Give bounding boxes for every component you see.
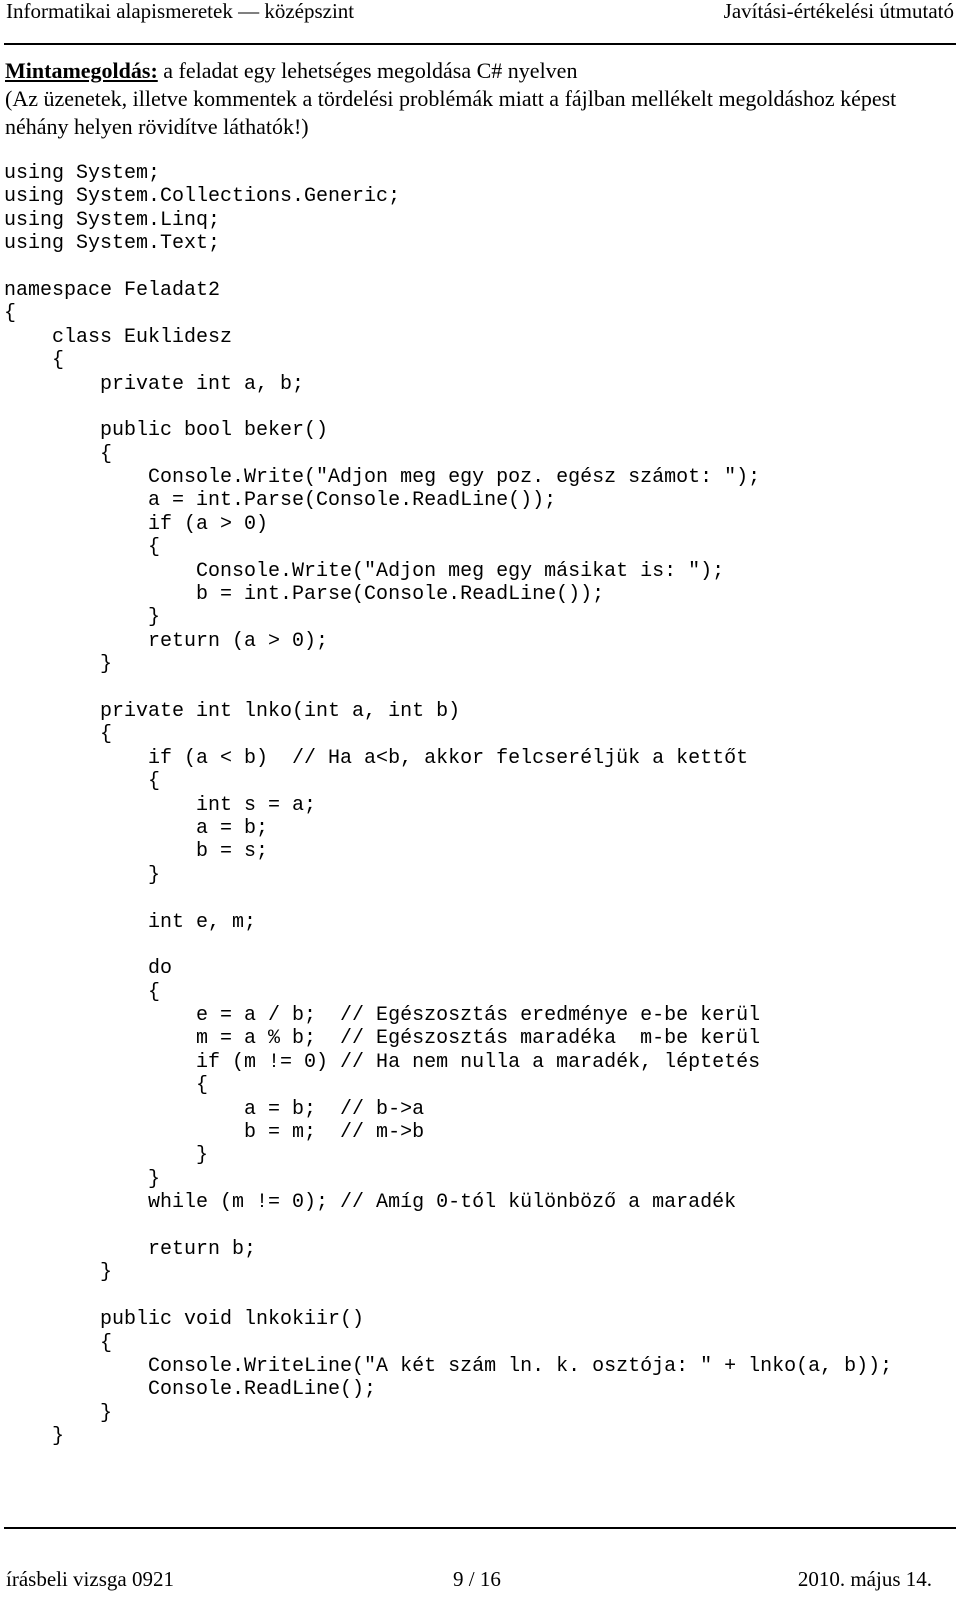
header-subject: Informatikai alapismeretek — középszint bbox=[6, 0, 355, 23]
code-line: private int lnko(int a, int b) bbox=[4, 699, 461, 723]
code-line: using System.Linq; bbox=[4, 208, 221, 232]
code-line: } bbox=[4, 863, 161, 887]
footer-exam-label: írásbeli vizsga 0921 bbox=[6, 1567, 174, 1591]
code-line: } bbox=[4, 1401, 113, 1425]
code-line bbox=[4, 256, 954, 279]
code-line: } bbox=[4, 1261, 113, 1285]
code-line: { bbox=[4, 302, 17, 326]
code-line: if (m != 0) // Ha nem nulla a maradék, léptetés bbox=[4, 1050, 761, 1074]
code-line: private int a, b; bbox=[4, 372, 305, 396]
code-line: class Euklidesz bbox=[4, 325, 233, 349]
intro-block bbox=[5, 57, 955, 141]
code-line: { bbox=[4, 1331, 113, 1355]
code-line: Console.Write("Adjon meg egy poz. egész számot: "); bbox=[4, 466, 761, 490]
code-line: int s = a; bbox=[4, 793, 317, 817]
code-line: a = int.Parse(Console.ReadLine()); bbox=[4, 489, 557, 513]
code-line: } bbox=[4, 653, 113, 677]
page-footer bbox=[6, 1566, 932, 1592]
code-line: return b; bbox=[4, 1237, 257, 1261]
footer-page-number: 9 / 16 bbox=[453, 1567, 501, 1591]
intro-title: Mintamegoldás: bbox=[5, 58, 158, 83]
code-line: if (a > 0) bbox=[4, 512, 269, 536]
code-line: e = a / b; // Egészosztás eredménye e-be kerül bbox=[4, 1004, 761, 1028]
code-line: return (a > 0); bbox=[4, 629, 329, 653]
code-line: Console.Write("Adjon meg egy másikat is: "); bbox=[4, 559, 725, 583]
code-line: { bbox=[4, 349, 65, 373]
code-line: a = b; bbox=[4, 816, 269, 840]
code-listing bbox=[4, 162, 954, 1448]
code-line: b = int.Parse(Console.ReadLine()); bbox=[4, 583, 605, 607]
code-line: int e, m; bbox=[4, 910, 257, 934]
code-line: using System.Collections.Generic; bbox=[4, 185, 401, 209]
code-line: { bbox=[4, 1074, 209, 1098]
code-line: } bbox=[4, 1144, 209, 1168]
code-line: b = s; bbox=[4, 840, 269, 864]
code-line: public bool beker() bbox=[4, 419, 329, 443]
code-line: a = b; // b->a bbox=[4, 1097, 425, 1121]
code-line bbox=[4, 934, 954, 957]
code-line: { bbox=[4, 723, 113, 747]
code-line: } bbox=[4, 1167, 161, 1191]
code-line: } bbox=[4, 1425, 65, 1449]
code-line: while (m != 0); // Amíg 0-tól különböző a maradék bbox=[4, 1191, 737, 1215]
footer-rule bbox=[4, 1527, 956, 1529]
header-rule bbox=[4, 43, 956, 45]
code-line: do bbox=[4, 957, 173, 981]
code-line: if (a < b) // Ha a<b, akkor felcseréljük a kettőt bbox=[4, 746, 749, 770]
code-line bbox=[4, 396, 954, 419]
code-line bbox=[4, 887, 954, 910]
page-header bbox=[6, 0, 954, 26]
code-line: b = m; // m->b bbox=[4, 1121, 425, 1145]
footer-date: 2010. május 14. bbox=[797, 1567, 932, 1591]
code-line: { bbox=[4, 536, 161, 560]
code-line bbox=[4, 677, 954, 700]
intro-subtitle: a feladat egy lehetséges megoldása C# nyelven bbox=[163, 58, 578, 83]
code-line: { bbox=[4, 770, 161, 794]
intro-note: (Az üzenetek, illetve kommentek a tördelési problémák miatt a fájlban mellékelt megoldáshoz képest néhány helyen rövidítve láthatók!) bbox=[5, 86, 897, 139]
code-line: { bbox=[4, 980, 161, 1004]
code-line: } bbox=[4, 606, 161, 630]
code-line: { bbox=[4, 442, 113, 466]
code-line: namespace Feladat2 bbox=[4, 278, 221, 302]
code-line: using System.Text; bbox=[4, 232, 221, 256]
code-line bbox=[4, 1215, 954, 1238]
code-line: Console.WriteLine("A két szám ln. k. osztója: " + lnko(a, b)); bbox=[4, 1354, 893, 1378]
code-line: public void lnkokiir() bbox=[4, 1308, 365, 1332]
code-line: m = a % b; // Egészosztás maradéka m-be kerül bbox=[4, 1027, 761, 1051]
header-document-type: Javítási-értékelési útmutató bbox=[723, 0, 954, 23]
code-line: using System; bbox=[4, 162, 161, 185]
code-line: Console.ReadLine(); bbox=[4, 1378, 377, 1402]
code-line bbox=[4, 1285, 954, 1308]
